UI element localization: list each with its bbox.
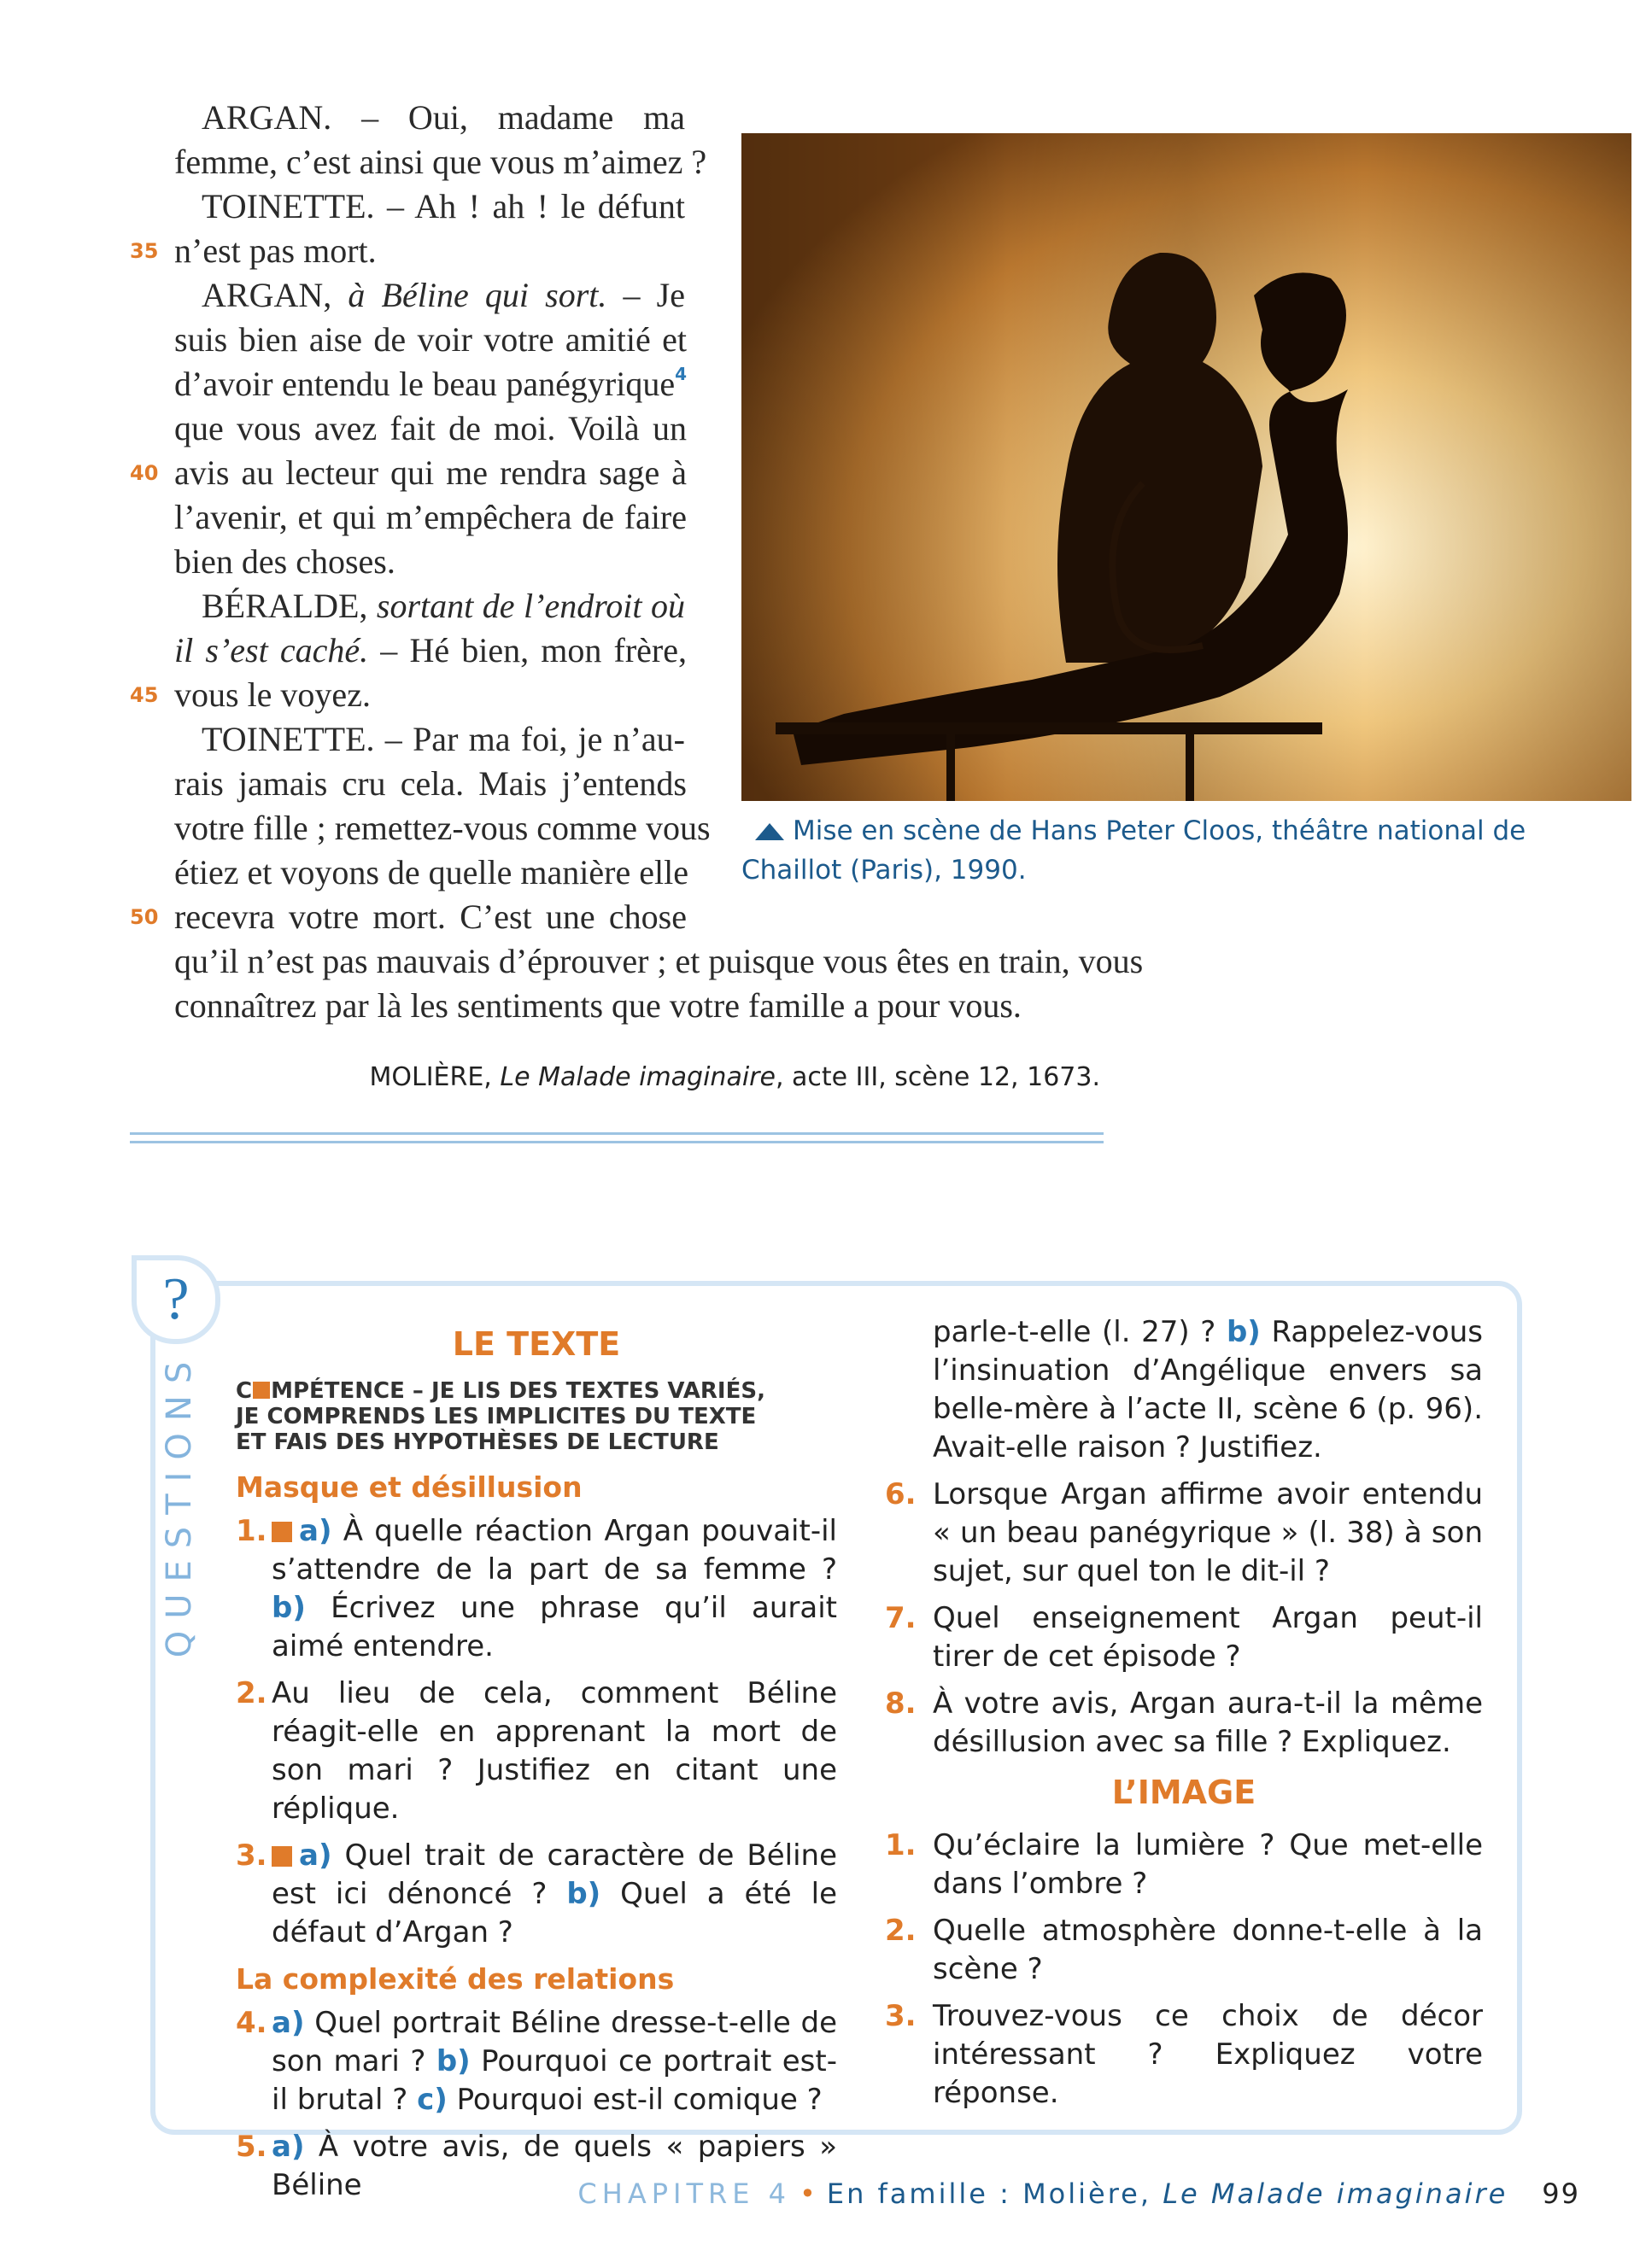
square-icon [272, 1846, 292, 1867]
play-line: femme, c’est ainsi que vous m’aimez ? [174, 143, 707, 181]
questions-left-column [236, 1313, 837, 2213]
subheading-complexite: La complexité des relations [236, 1962, 675, 1996]
play-line: 40 avis au lecteur qui me rendra sage à [174, 451, 687, 495]
page-number: 99 [1542, 2177, 1580, 2210]
line-number: 45 [130, 683, 159, 707]
square-icon [272, 1522, 292, 1542]
divider-line [130, 1132, 1104, 1135]
play-line: l’avenir, et qui m’empêchera de faire [174, 498, 687, 536]
play-line: 35 n’est pas mort. [174, 229, 687, 273]
subheading-masque: Masque et désillusion [236, 1470, 583, 1504]
play-line: suis bien aise de voir votre amitié et [174, 320, 687, 359]
question-5-start: 5. a) À votre avis, de quels « papiers » Béline [236, 2130, 837, 2202]
questions-right-column [885, 1313, 1483, 2121]
play-line: connaîtrez par là les sentiments que votre famille a pour vous. [174, 986, 1022, 1025]
question-4: 4. a) Quel portrait Béline dresse-t-elle de son mari ? b) Pourquoi ce portrait est-il brutal ? c) Pourquoi est-il comique ? [236, 2006, 837, 2117]
play-line: bien des choses. [174, 542, 395, 581]
page-footer [577, 2177, 1580, 2210]
play-line: TOINETTE. – Par ma foi, je n’au- [202, 720, 685, 758]
image-question-2: 2. Quelle atmosphère donne-t-elle à la scène ? [885, 1914, 1483, 1986]
play-line: 45 vous le voyez. [174, 673, 687, 717]
question-5-continued: parle-t-elle (l. 27) ? b) Rappelez-vous l’insinuation d’Angélique envers sa belle-mère à l’acte II, scène 6 (p. 96). Avait-elle raison ? Justifiez. [933, 1315, 1483, 1464]
play-line: d’avoir entendu le beau panégyrique$^4$ [174, 363, 687, 403]
square-icon [253, 1382, 270, 1399]
competence-heading: C MPÉTENCE – JE LIS DES TEXTES VARIÉS, JE COMPRENDS LES IMPLICITES DU TEXTE ET FAIS DES HYPOTHÈSES DE LECTURE [236, 1378, 765, 1455]
line-number: 40 [130, 461, 159, 485]
play-line: BÉRALDE, sortant de l’endroit où [202, 587, 685, 625]
questions-vertical-label: QUESTIONS [160, 1349, 199, 1658]
divider-line [130, 1141, 1104, 1143]
image-question-3: 3. Trouvez-vous ce choix de décor intéressant ? Expliquez votre réponse. [885, 1999, 1483, 2110]
source-citation: MOLIÈRE, Le Malade imaginaire, acte III, scène 12, 1673. [369, 1062, 1100, 1092]
question-mark-icon: ? [162, 1266, 190, 1332]
section-title-le-texte: LE TEXTE [452, 1325, 621, 1363]
chapter-title: En famille : Molière, Le Malade imaginaire [826, 2177, 1508, 2210]
section-title-l-image: L’IMAGE [1111, 1774, 1256, 1811]
play-line: ARGAN, à Béline qui sort. – Je [202, 276, 685, 314]
question-2: 2. Au lieu de cela, comment Béline réagit-elle en apprenant la mort de son mari ? Justifiez en citant une réplique. [236, 1676, 837, 1826]
play-line: il s’est caché. – Hé bien, mon frère, [174, 631, 687, 669]
silhouette-illustration [741, 133, 1631, 801]
question-3: 3. a) Quel trait de caractère de Béline est ici dénoncé ? b) Quel a été le défaut d’Argan ? [236, 1838, 837, 1949]
bullet-icon: • [799, 2177, 818, 2210]
photo-caption: Mise en scène de Hans Peter Cloos, théâtre national de Chaillot (Paris), 1990. [741, 815, 1526, 886]
play-line: que vous avez fait de moi. Voilà un [174, 409, 687, 447]
line-number: 50 [130, 905, 159, 929]
play-line: étiez et voyons de quelle manière elle [174, 853, 688, 891]
play-line: rais jamais cru cela. Mais j’entends [174, 764, 687, 803]
question-8: 8. À votre avis, Argan aura-t-il la même désillusion avec sa fille ? Expliquez. [885, 1686, 1483, 1759]
chapter-label: CHAPITRE 4 [577, 2177, 791, 2210]
play-line: ARGAN. – Oui, madame ma [202, 98, 685, 137]
footnote-marker: 4 [675, 363, 687, 384]
play-line: qu’il n’est pas mauvais d’éprouver ; et puisque vous êtes en train, vous [174, 942, 1144, 980]
question-bubble [132, 1255, 220, 1344]
question-1: 1. a) À quelle réaction Argan pouvait-il s’attendre de la part de sa femme ? b) Écrivez une phrase qu’il aurait aimé entendre. [236, 1514, 837, 1663]
question-6: 6. Lorsque Argan affirme avoir entendu « un beau panégyrique » (l. 38) à son sujet, sur quel ton le dit-il ? [885, 1477, 1483, 1588]
play-line: votre fille ; remettez-vous comme vous [174, 809, 711, 847]
line-number: 35 [130, 239, 159, 263]
triangle-up-icon [755, 823, 784, 840]
play-line: 50 recevra votre mort. C’est une chose [174, 895, 687, 939]
stage-photo [741, 133, 1631, 801]
image-question-1: 1. Qu’éclaire la lumière ? Que met-elle dans l’ombre ? [885, 1828, 1483, 1901]
question-7: 7. Quel enseignement Argan peut-il tirer de cet épisode ? [885, 1601, 1483, 1674]
play-line: TOINETTE. – Ah ! ah ! le défunt [202, 187, 685, 225]
